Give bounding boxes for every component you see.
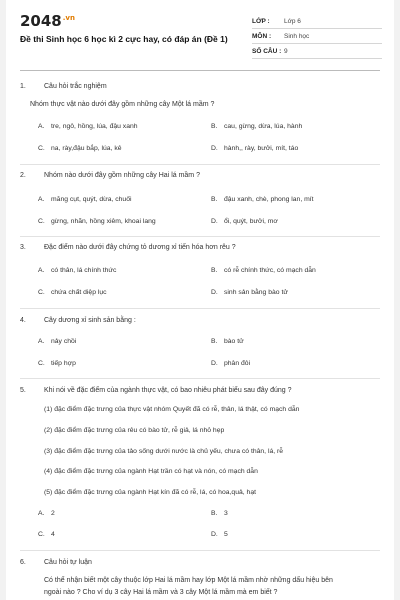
option-letter: B. [211, 338, 218, 345]
option-text: tiếp hợp [51, 360, 76, 367]
option-text: nảy chồi [51, 338, 77, 345]
option-text: ổi, quýt, bưởi, mơ [224, 218, 278, 225]
question-divider [20, 378, 380, 379]
option-b[interactable] [211, 196, 314, 203]
option-text: đậu xanh, chè, phong lan, mít [224, 196, 314, 203]
option-text: có thân, lá chính thức [51, 267, 117, 274]
question-divider [20, 550, 380, 551]
option-a[interactable] [38, 267, 116, 274]
option-text: tre, ngô, hồng, lúa, đậu xanh [51, 123, 138, 130]
question-number: 6. [20, 559, 26, 566]
option-d[interactable] [211, 531, 228, 538]
option-letter: A. [38, 267, 45, 274]
question-number: 5. [20, 387, 26, 394]
option-d[interactable] [211, 145, 298, 152]
option-text: gừng, nhãn, hồng xiêm, khoai lang [51, 218, 156, 225]
option-letter: B. [211, 510, 218, 517]
statement: (1) đặc điểm đặc trưng của thực vật nhóm Quyết đã có rễ, thân, lá thật, có mạch dẫn [44, 406, 300, 413]
question-text: Nhóm nào dưới đây gồm những cây Hai lá mầm ? [44, 172, 200, 179]
question-text: Câu hỏi tự luận [44, 559, 92, 566]
option-b[interactable] [211, 267, 316, 274]
question-text: Câu hỏi trắc nghiệm [44, 83, 107, 90]
option-text: sinh sản bằng bào tử [224, 289, 288, 296]
option-a[interactable] [38, 510, 55, 517]
exam-page [6, 0, 394, 600]
option-c[interactable] [38, 360, 76, 367]
option-b[interactable] [211, 338, 244, 345]
option-letter: C. [38, 218, 45, 225]
option-letter: A. [38, 123, 45, 130]
option-text: 5 [224, 531, 228, 538]
option-letter: A. [38, 510, 45, 517]
option-text: chứa chất diệp lục [51, 289, 107, 296]
option-letter: C. [38, 531, 45, 538]
essay-stem-line: Có thể nhận biết một cây thuộc lớp Hai lá mầm hay lớp Một lá mầm nhờ những dấu hiệu bên [44, 577, 333, 584]
option-text: phân đôi [224, 360, 251, 367]
statement: (2) đặc điểm đặc trưng của rêu có bào tử, rễ giả, lá nhỏ hẹp [44, 427, 225, 434]
meta-label: MÔN : [252, 32, 272, 40]
meta-class [252, 14, 382, 29]
option-text: cau, gừng, dừa, lúa, hành [224, 123, 303, 130]
statement: (5) đặc điểm đặc trưng của ngành Hạt kín đã có rễ, lá, có hoa,quả, hạt [44, 489, 256, 496]
option-letter: B. [211, 196, 218, 203]
option-c[interactable] [38, 289, 107, 296]
option-text: na, rày,đậu bắp, lúa, kê [51, 145, 122, 152]
option-c[interactable] [38, 531, 55, 538]
option-d[interactable] [211, 218, 278, 225]
option-d[interactable] [211, 360, 250, 367]
question-text: Đặc điểm nào dưới đây chứng tỏ dương xỉ tiến hóa hơn rêu ? [44, 244, 236, 251]
option-a[interactable] [38, 196, 132, 203]
option-letter: B. [211, 267, 218, 274]
question-stem: Nhóm thực vật nào dưới đây gồm những cây Một lá mầm ? [30, 101, 215, 108]
option-letter: C. [38, 360, 45, 367]
statement: (3) đặc điểm đặc trưng của tảo sống dưới nước là chủ yếu, chưa có thân, lá, rễ [44, 448, 284, 455]
essay-stem-line: ngoài nào ? Cho ví dụ 3 cây Hai lá mầm và 3 cây Một lá mầm mà em biết ? [44, 589, 278, 596]
meta-value: Sinh học [284, 32, 310, 40]
option-text: bào tử [224, 338, 244, 345]
option-text: có rễ chính thức, có mạch dẫn [224, 267, 316, 274]
header-divider [20, 70, 380, 71]
statement: (4) đặc điểm đặc trưng của ngành Hạt trần có hạt và nón, có mạch dẫn [44, 468, 258, 475]
option-letter: C. [38, 145, 45, 152]
option-letter: D. [211, 531, 218, 538]
site-logo[interactable] [20, 12, 75, 30]
option-letter: A. [38, 338, 45, 345]
option-letter: A. [38, 196, 45, 203]
question-text: Khi nói về đặc điểm của ngành thực vật, có bao nhiêu phát biểu sau đây đúng ? [44, 387, 292, 394]
option-c[interactable] [38, 218, 156, 225]
exam-title: Đề thi Sinh học 6 học kì 2 cực hay, có đáp án (Đề 1) [20, 34, 228, 44]
option-b[interactable] [211, 123, 302, 130]
question-number: 2. [20, 172, 26, 179]
option-d[interactable] [211, 289, 288, 296]
option-text: 3 [224, 510, 228, 517]
exam-meta [252, 14, 382, 59]
question-divider [20, 308, 380, 309]
option-text: 2 [51, 510, 55, 517]
meta-value: Lớp 6 [284, 17, 301, 25]
option-letter: C. [38, 289, 45, 296]
option-b[interactable] [211, 510, 228, 517]
meta-subject [252, 29, 382, 44]
question-text: Cây dương xỉ sinh sản bằng : [44, 317, 136, 324]
option-letter: B. [211, 123, 218, 130]
option-letter: D. [211, 218, 218, 225]
question-number: 3. [20, 244, 26, 251]
meta-value: 9 [284, 47, 288, 55]
question-number: 4. [20, 317, 26, 324]
option-text: 4 [51, 531, 55, 538]
option-text: măng cụt, quýt, dừa, chuối [51, 196, 132, 203]
question-number: 1. [20, 83, 26, 90]
question-divider [20, 164, 380, 165]
option-a[interactable] [38, 338, 76, 345]
logo-text: 2048 [20, 12, 62, 30]
logo-suffix: .vn [62, 14, 75, 22]
meta-label: SỐ CÂU : [252, 47, 282, 55]
option-letter: D. [211, 289, 218, 296]
meta-count [252, 44, 382, 59]
option-c[interactable] [38, 145, 122, 152]
option-letter: D. [211, 145, 218, 152]
meta-label: LỚP : [252, 17, 270, 25]
option-letter: D. [211, 360, 218, 367]
option-a[interactable] [38, 123, 138, 130]
option-text: hành,, rày, bưởi, mít, táo [224, 145, 299, 152]
question-divider [20, 236, 380, 237]
